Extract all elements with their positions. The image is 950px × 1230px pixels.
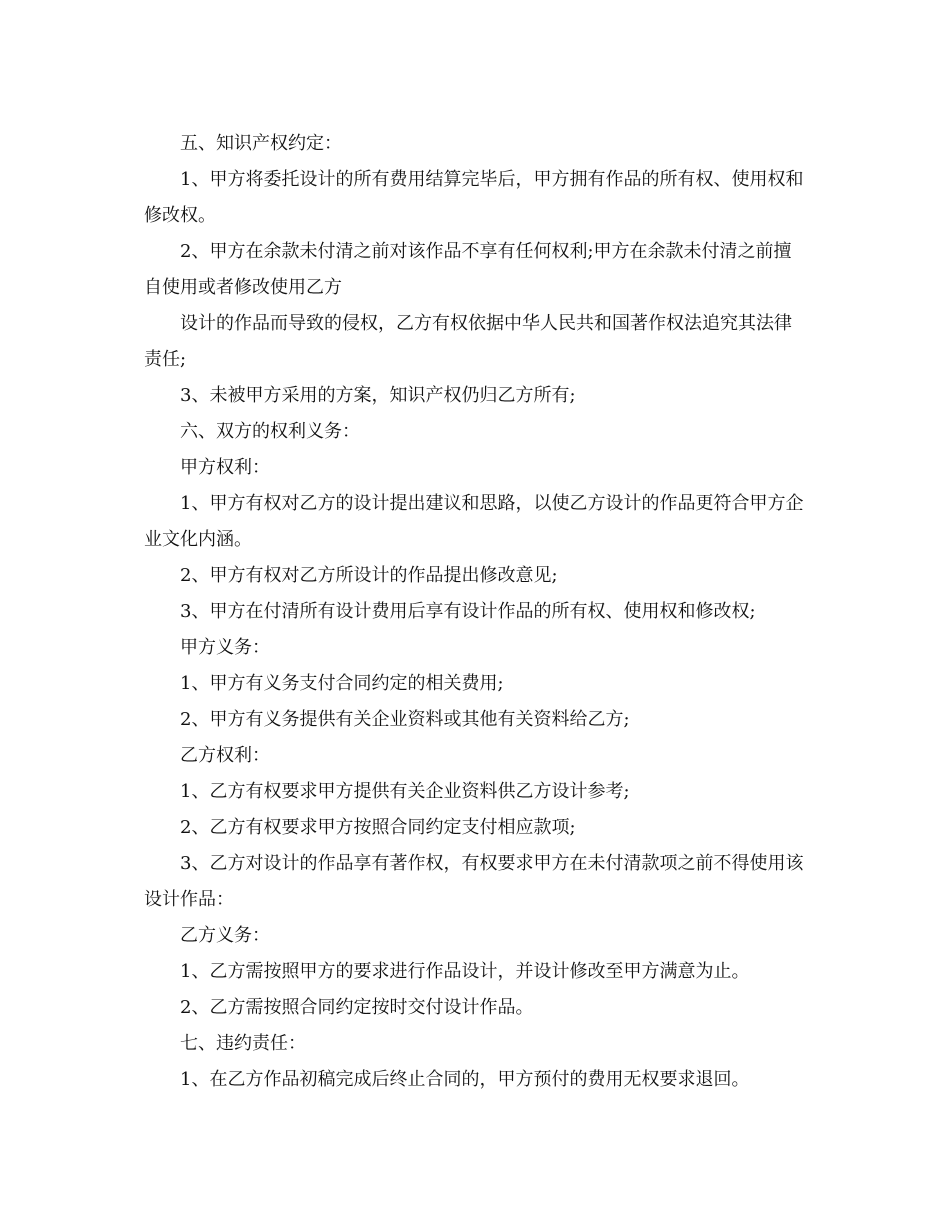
paragraph: 2、乙方有权要求甲方按照合同约定支付相应款项; [180,817,576,838]
paragraph: 3、乙方对设计的作品享有著作权，有权要求甲方在未付清款项之前不得使用该设计作品： [144,853,804,910]
heading-breach-liability: 七、违约责任： [180,1033,306,1054]
paragraph: 1、在乙方作品初稿完成后终止合同的，甲方预付的费用无权要求退回。 [180,1069,750,1090]
document-body [144,126,809,1098]
paragraph: 2、甲方有权对乙方所设计的作品提出修改意见; [180,565,558,586]
paragraph: 3、甲方在付清所有设计费用后享有设计作品的所有权、使用权和修改权; [180,601,756,622]
paragraph: 1、甲方有义务支付合同约定的相关费用; [180,673,504,694]
paragraph: 1、乙方有权要求甲方提供有关企业资料供乙方设计参考; [180,781,630,802]
paragraph: 1、甲方有权对乙方的设计提出建议和思路，以使乙方设计的作品更符合甲方企业文化内涵。 [144,493,804,550]
paragraph: 1、乙方需按照甲方的要求进行作品设计，并设计修改至甲方满意为止。 [180,961,750,982]
paragraph: 1、甲方将委托设计的所有费用结算完毕后，甲方拥有作品的所有权、使用权和修改权。 [144,169,804,226]
paragraph: 设计的作品而导致的侵权，乙方有权依据中华人民共和国著作权法追究其法律责任; [144,313,792,370]
subheading-party-b-obligations: 乙方义务： [180,925,270,946]
heading-rights-obligations: 六、双方的权利义务： [180,421,360,442]
subheading-party-a-obligations: 甲方义务： [180,637,270,658]
heading-ip-agreement: 五、知识产权约定： [180,133,342,154]
subheading-party-b-rights: 乙方权利： [180,745,270,766]
paragraph: 2、乙方需按照合同约定按时交付设计作品。 [180,997,534,1018]
paragraph: 3、未被甲方采用的方案，知识产权仍归乙方所有; [180,385,576,406]
paragraph: 2、甲方有义务提供有关企业资料或其他有关资料给乙方; [180,709,630,730]
subheading-party-a-rights: 甲方权利： [180,457,270,478]
paragraph: 2、甲方在余款未付清之前对该作品不享有任何权利;甲方在余款未付清之前擅自使用或者修改使用乙方 [144,241,792,298]
